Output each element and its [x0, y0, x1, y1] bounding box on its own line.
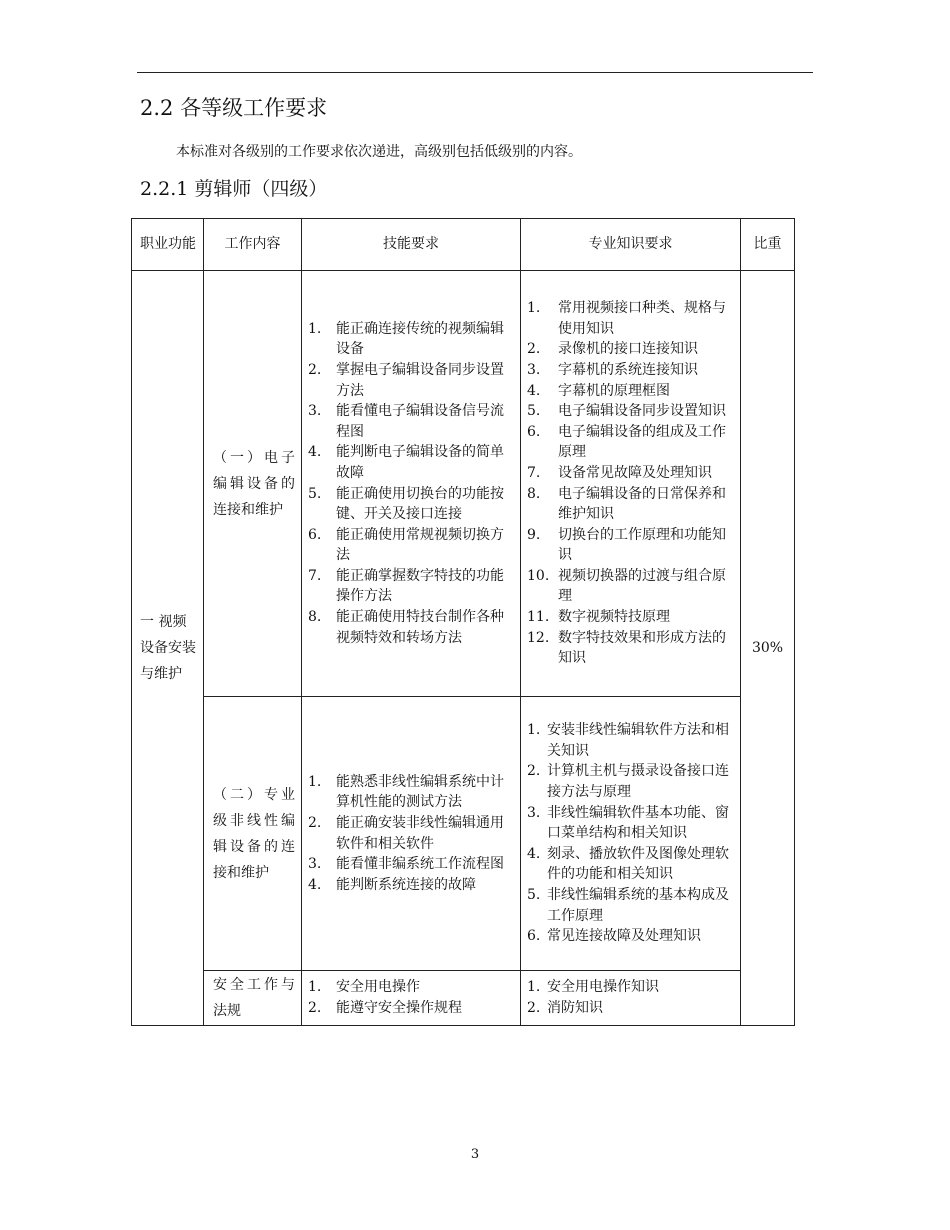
item-text: 消防知识: [547, 1000, 603, 1016]
table-row: [132, 697, 795, 971]
item-text: 能看懂电子编辑设备信号流程图: [336, 403, 504, 440]
header-content: 工作内容: [204, 219, 302, 271]
item-text: 能看懂非编系统工作流程图: [336, 856, 504, 873]
skills-cell: [302, 697, 521, 971]
list-item: [527, 381, 736, 402]
item-text: 电子编辑设备的日常保养和维护知识: [558, 485, 726, 523]
list-item: [527, 803, 736, 844]
skills-cell: [302, 971, 521, 1026]
list-item: [308, 484, 516, 525]
list-item: [527, 844, 736, 885]
item-text: 能正确使用常规视频切换方法: [336, 526, 504, 564]
list-item: [308, 998, 516, 1019]
item-number: 1.: [527, 979, 541, 996]
item-text: 掌握电子编辑设备同步设置方法: [336, 361, 504, 399]
list-item: [527, 977, 736, 998]
list-item: [527, 761, 736, 802]
content-cell: （一）电子编辑设备的连接和维护: [204, 271, 302, 697]
list-item: [308, 772, 516, 813]
skills-list: [308, 319, 516, 649]
table-row: [132, 971, 795, 1026]
knowledge-list: [527, 298, 736, 669]
item-number: 9.: [527, 526, 541, 543]
list-item: [527, 885, 736, 926]
knowledge-list: [527, 720, 736, 947]
item-number: 6.: [527, 928, 541, 945]
list-item: [308, 319, 516, 360]
item-text: 电子编辑设备的组成及工作原理: [558, 423, 726, 461]
item-text: 刻录、播放软件及图像处理软件的功能和相关知识: [547, 845, 729, 883]
content-cell: 安全工作与法规: [204, 971, 302, 1026]
item-number: 2.: [308, 361, 322, 378]
item-number: 12.: [527, 629, 550, 646]
list-item: [308, 566, 516, 607]
list-item: [527, 607, 736, 628]
item-number: 3.: [527, 804, 541, 821]
section-title: 2.2 各等级工作要求: [140, 96, 328, 120]
item-text: 录像机的接口连接知识: [558, 341, 698, 358]
list-item: [527, 998, 736, 1019]
table-row: [132, 271, 795, 697]
item-number: 5.: [527, 886, 541, 903]
item-text: 数字视频特技原理: [558, 609, 670, 626]
list-item: [527, 628, 736, 669]
item-text: 字幕机的系统连接知识: [558, 361, 698, 378]
list-item: [527, 484, 736, 525]
item-number: 1.: [308, 320, 322, 337]
item-number: 1.: [308, 773, 322, 790]
item-text: 能遵守安全操作规程: [336, 1000, 462, 1016]
list-item: [308, 875, 516, 896]
item-text: 能正确使用切换台的功能按键、开关及接口连接: [336, 485, 504, 523]
list-item: [527, 360, 736, 381]
item-text: 安全用电操作: [336, 979, 420, 996]
skills-list: [308, 977, 516, 1018]
header-skills: 技能要求: [302, 219, 521, 271]
item-number: 2.: [527, 1000, 541, 1016]
item-number: 1.: [527, 722, 541, 739]
item-number: 1.: [527, 300, 541, 317]
item-text: 常见连接故障及处理知识: [547, 928, 701, 945]
item-text: 设备常见故障及处理知识: [558, 464, 712, 481]
list-item: [308, 525, 516, 566]
item-number: 2.: [308, 1000, 322, 1016]
list-item: [308, 977, 516, 998]
knowledge-cell: [521, 697, 741, 971]
item-text: 非线性编辑系统的基本构成及工作原理: [547, 886, 729, 924]
item-number: 1.: [308, 979, 322, 996]
requirements-table: [131, 218, 795, 1026]
list-item: [308, 401, 516, 442]
knowledge-cell: [521, 971, 741, 1026]
item-number: 10.: [527, 567, 550, 584]
knowledge-list: [527, 977, 736, 1018]
list-item: [527, 566, 736, 607]
function-cell: 一 视频设备安装与维护: [132, 271, 204, 1026]
table-header-row: [132, 219, 795, 271]
item-text: 数字特技效果和形成方法的知识: [558, 629, 726, 667]
item-number: 8.: [308, 609, 322, 626]
item-number: 5.: [308, 485, 322, 502]
list-item: [308, 360, 516, 401]
item-number: 3.: [308, 403, 322, 420]
item-text: 能正确安装非线性编辑通用软件和相关软件: [336, 814, 504, 852]
list-item: [308, 607, 516, 648]
item-text: 电子编辑设备同步设置知识: [558, 403, 726, 420]
item-number: 4.: [308, 444, 322, 461]
intro-paragraph: 本标准对各级别的工作要求依次递进，高级别包括低级别的内容。: [176, 144, 582, 160]
skills-list: [308, 772, 516, 896]
weight-cell: 30%: [741, 271, 795, 1026]
item-text: 能正确连接传统的视频编辑设备: [336, 320, 504, 358]
item-number: 11.: [527, 609, 550, 626]
list-item: [527, 401, 736, 422]
list-item: [527, 463, 736, 484]
item-number: 3.: [527, 361, 541, 378]
item-number: 4.: [308, 876, 322, 893]
content-cell: （二）专业级非线性编辑设备的连接和维护: [204, 697, 302, 971]
item-text: 安全用电操作知识: [547, 979, 659, 996]
item-number: 6.: [527, 423, 541, 440]
item-text: 非线性编辑软件基本功能、窗口菜单结构和相关知识: [547, 804, 729, 842]
item-number: 3.: [308, 856, 322, 873]
item-text: 安装非线性编辑软件方法和相关知识: [547, 722, 729, 759]
list-item: [527, 298, 736, 339]
skills-cell: [302, 271, 521, 697]
item-text: 能熟悉非线性编辑系统中计算机性能的测试方法: [336, 773, 504, 811]
item-text: 常用视频接口种类、规格与使用知识: [558, 300, 726, 337]
item-text: 能判断系统连接的故障: [336, 876, 476, 893]
item-number: 2.: [527, 341, 541, 358]
item-number: 2.: [527, 763, 541, 780]
header-knowledge: 专业知识要求: [521, 219, 741, 271]
item-number: 4.: [527, 845, 541, 862]
item-text: 切换台的工作原理和功能知识: [558, 526, 726, 564]
item-number: 5.: [527, 403, 541, 420]
item-text: 能判断电子编辑设备的简单故障: [336, 444, 504, 481]
list-item: [527, 720, 736, 761]
page-number: 3: [470, 1147, 480, 1162]
item-text: 计算机主机与摄录设备接口连接方法与原理: [547, 763, 729, 801]
list-item: [308, 854, 516, 875]
knowledge-cell: [521, 271, 741, 697]
item-number: 6.: [308, 526, 322, 543]
item-text: 字幕机的原理框图: [558, 382, 670, 399]
list-item: [527, 926, 736, 947]
subsection-title: 2.2.1 剪辑师（四级）: [140, 178, 328, 200]
item-text: 视频切换器的过渡与组合原理: [558, 567, 726, 605]
header-weight: 比重: [741, 219, 795, 271]
item-number: 8.: [527, 485, 541, 502]
item-number: 7.: [527, 464, 541, 481]
item-number: 7.: [308, 567, 322, 584]
list-item: [527, 525, 736, 566]
item-text: 能正确掌握数字特技的功能操作方法: [336, 567, 504, 605]
list-item: [527, 339, 736, 360]
list-item: [308, 813, 516, 854]
header-rule: [137, 72, 813, 73]
item-number: 4.: [527, 382, 541, 399]
header-function: 职业功能: [132, 219, 204, 271]
list-item: [527, 422, 736, 463]
list-item: [308, 442, 516, 483]
item-number: 2.: [308, 814, 322, 831]
item-text: 能正确使用特技台制作各种视频特效和转场方法: [336, 609, 504, 646]
